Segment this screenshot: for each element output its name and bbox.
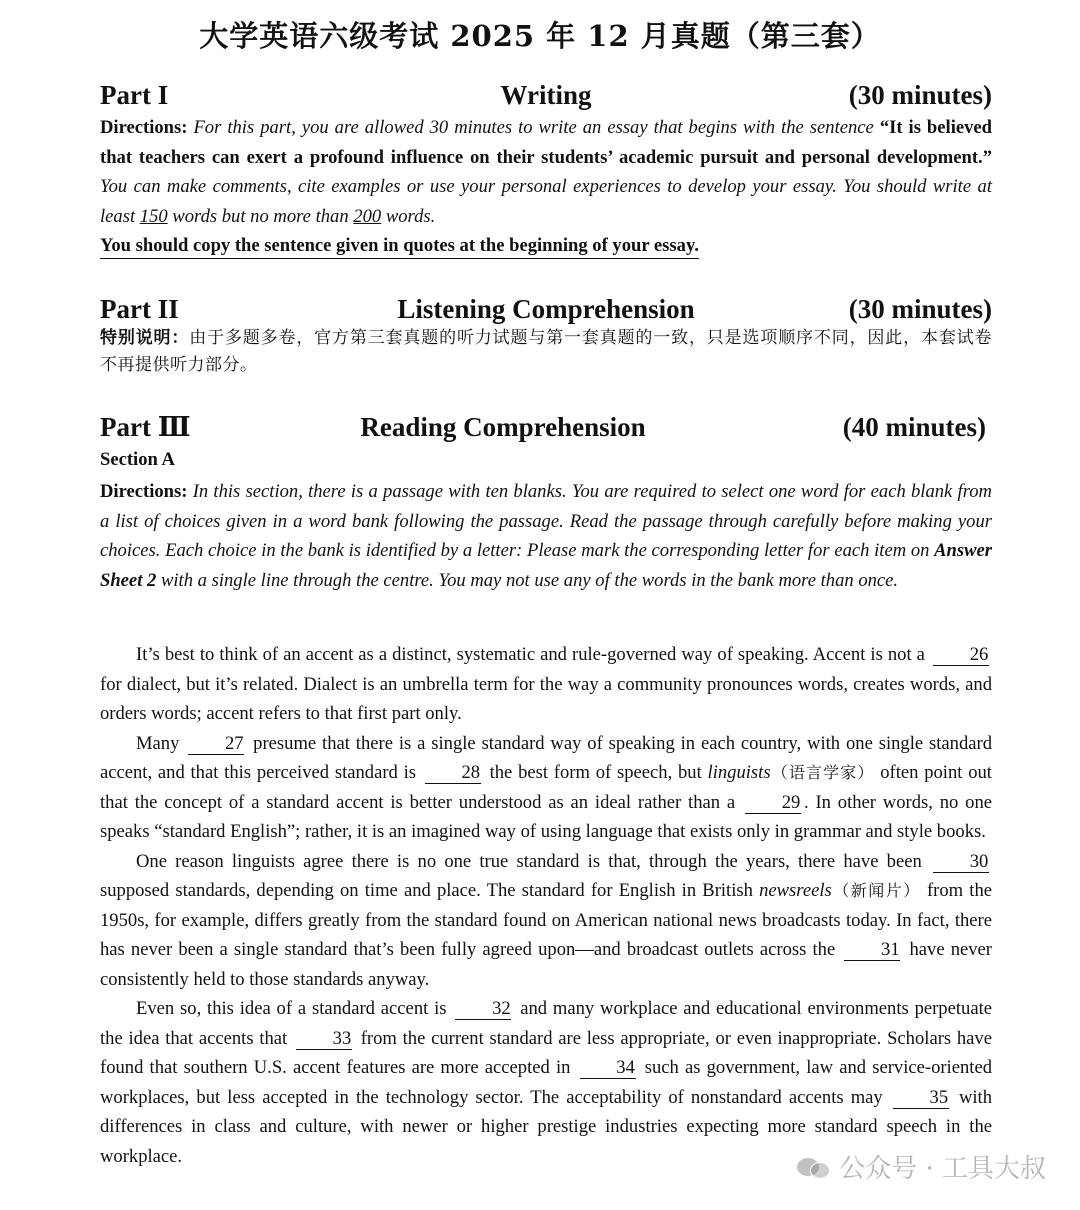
watermark: [797, 1148, 1046, 1185]
part2-label: Part II: [100, 294, 179, 324]
page-title: 大学英语六级考试 2025 年 12 月真题（第三套）: [199, 19, 881, 53]
passage-text: with differences in class and culture, with newer or higher prestige industries expecting more standard speech in the workplace.: [100, 1086, 993, 1167]
part1-time: (30 minutes): [848, 80, 992, 110]
blank-26: 26: [933, 645, 989, 666]
passage-text: . In other words, no one speaks “standard English”; rather, it is an imagined way of using language that exists only in grammar and style books.: [100, 791, 992, 842]
term-newsreels-gloss: （新闻片）: [831, 881, 921, 900]
passage-text: and many workplace and educational environments perpetuate the idea that accents that: [100, 998, 992, 1049]
term-linguists: linguists: [707, 762, 771, 783]
passage-paragraph-3: [100, 847, 992, 995]
part1-directions-text-2: You can make comments, cite examples or use your personal experiences to develop your essay. You should write at least: [100, 176, 992, 227]
term-linguists-gloss: （语言学家）: [770, 763, 875, 782]
part2-time: (30 minutes): [848, 294, 992, 324]
part1-directions: [100, 113, 992, 231]
part1-max-words: 200: [353, 205, 382, 227]
part3-time: (40 minutes): [842, 412, 986, 442]
passage-text: such as government, law and service-oriented workplaces, but less accepted in the technology sector. The acceptability of nonstandard accents may: [100, 1057, 992, 1108]
part3-label: Part Ⅲ: [100, 412, 191, 442]
part1-copy-note-wrap: [100, 234, 699, 259]
part3-directions: [100, 477, 992, 595]
passage-paragraph-2: [100, 729, 992, 847]
part1-prompt-quote: “It is believed that teachers can exert a profound influence on their students’ academic pursuit and personal development.”: [100, 117, 992, 168]
blank-27: 27: [188, 734, 244, 755]
part2-header: [100, 294, 992, 328]
blank-33: 33: [296, 1029, 352, 1050]
part3-directions-label: Directions:: [100, 481, 188, 502]
part1-name: Writing: [500, 80, 592, 110]
part1-copy-note: You should copy the sentence given in quotes at the beginning of your essay.: [100, 234, 699, 259]
passage-text: Many: [136, 732, 180, 754]
passage-text: Even so, this idea of a standard accent is: [136, 998, 447, 1019]
passage-paragraph-4: [100, 994, 992, 1171]
part3-header: [100, 412, 986, 446]
passage-text: from the current standard are less appropriate, or even inappropriate. Scholars have found that southern U.S. accent features are more accepted in: [100, 1027, 992, 1078]
passage-text: for dialect, but it’s related. Dialect is an umbrella term for the way a community pronounces words, creates words, and orders words; accent refers to that first part only.: [100, 673, 992, 724]
passage-text: the best form of speech, but: [489, 762, 702, 783]
wechat-icon: [797, 1154, 831, 1180]
passage-text: presume that there is a single standard way of speaking in each country, with one single standard accent, and that this perceived standard is: [100, 732, 992, 783]
watermark-text: 公众号 · 工具大叔: [839, 1154, 1046, 1184]
blank-32: 32: [455, 999, 511, 1020]
part3-directions-text-2: with a single line through the centre. You may not use any of the words in the bank more than once.: [156, 569, 899, 591]
part2-note-text: 由于多题多卷，官方第三套真题的听力试题与第一套真题的一致，只是选项顺序不同，因此，本套试卷不再提供听力部分。: [100, 328, 993, 375]
part1-directions-label: Directions:: [100, 117, 188, 138]
part1-min-words: 150: [139, 205, 168, 227]
passage-text: supposed standards, depending on time and place. The standard for English in British: [100, 880, 753, 901]
part1-directions-text-4: words.: [381, 205, 436, 227]
part1-header: [100, 80, 992, 114]
blank-35: 35: [893, 1088, 949, 1109]
blank-30: 30: [933, 852, 989, 873]
part2-note-label: 特别说明：: [100, 328, 190, 348]
term-newsreels: newsreels: [759, 880, 832, 901]
blank-31: 31: [844, 940, 900, 961]
reading-passage: [100, 640, 992, 1171]
passage-text: from the 1950s, for example, differs greatly from the standard found on American national news broadcasts today. In fact, there has never been a single standard that’s been fully agreed upon—and broadcast outlets across the: [100, 880, 993, 960]
part2-note: [100, 325, 992, 379]
blank-28: 28: [425, 763, 481, 784]
part3-name: Reading Comprehension: [360, 412, 646, 442]
part1-label: Part I: [100, 80, 169, 110]
blank-29: 29: [745, 793, 801, 814]
passage-text: It’s best to think of an accent as a distinct, systematic and rule-governed way of speaking. Accent is not a: [136, 644, 925, 665]
part2-name: Listening Comprehension: [397, 294, 695, 324]
answer-sheet-ref: Answer Sheet 2: [100, 540, 992, 591]
passage-paragraph-1: [100, 640, 992, 729]
section-a-heading: Section A: [100, 449, 175, 470]
passage-text: have never consistently held to those standards anyway.: [100, 939, 992, 990]
part1-directions-text-1: For this part, you are allowed 30 minutes to write an essay that begins with the sentence: [187, 117, 880, 138]
blank-34: 34: [580, 1058, 636, 1079]
part1-directions-text-3: words but no more than: [167, 205, 354, 227]
passage-text: often point out that the concept of a standard accent is better understood as an ideal rather than a: [100, 762, 992, 813]
passage-text: One reason linguists agree there is no one true standard is that, through the years, there have been: [136, 850, 922, 872]
part3-directions-text-1: In this section, there is a passage with ten blanks. You are required to select one word for each blank from a list of choices given in a word bank following the passage. Read the passage through carefully before making your choices. Each choice in the bank is identified by a letter: Please mark the corresponding letter for each item on: [100, 481, 992, 561]
